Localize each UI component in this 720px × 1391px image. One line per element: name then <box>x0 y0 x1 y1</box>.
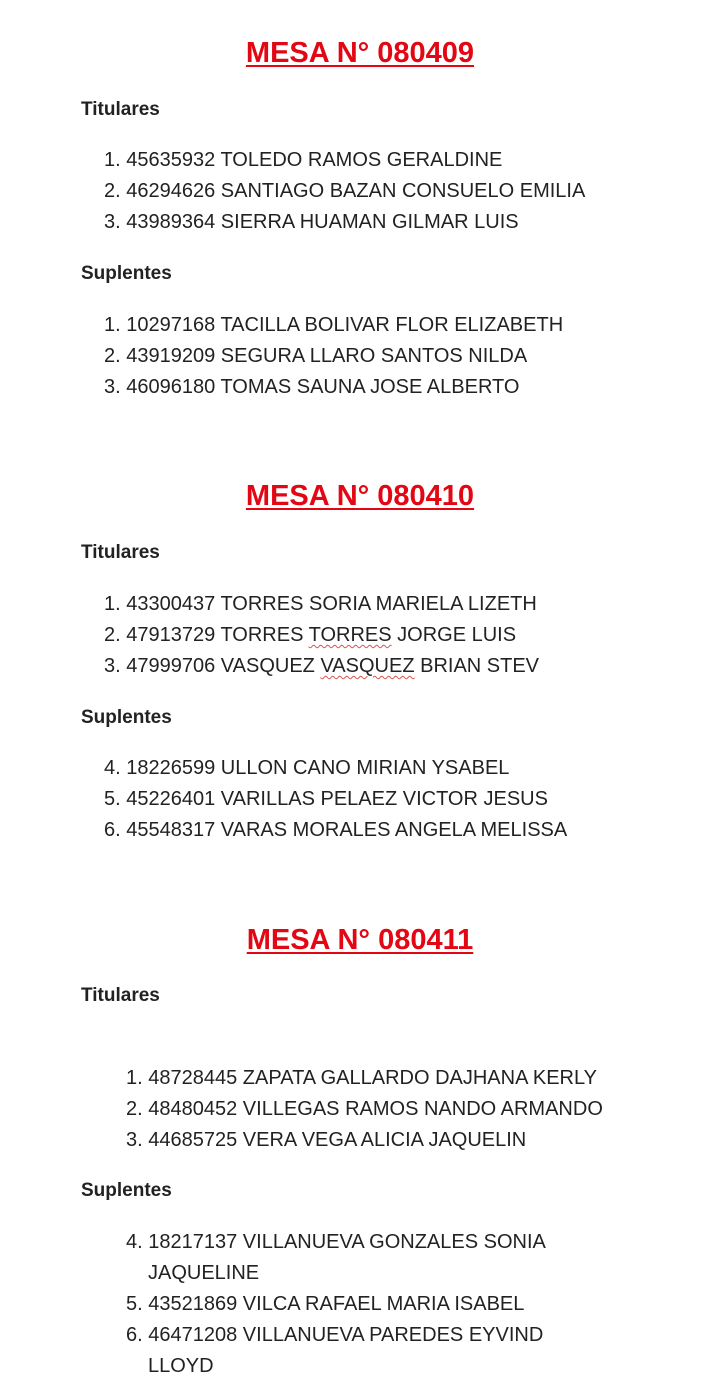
mesa-title-1: MESA N° 080409 <box>245 37 475 69</box>
list-item: 1. 43300437 TORRES SORIA MARIELA LIZETH <box>104 593 537 615</box>
mesa-title-2: MESA N° 080410 <box>245 480 475 512</box>
list-item: 2. 46294626 SANTIAGO BAZAN CONSUELO EMILIA <box>104 180 586 202</box>
list-item: 4. 18226599 ULLON CANO MIRIAN YSABEL <box>104 757 510 779</box>
mesa-title-3: MESA N° 080411 <box>246 924 474 956</box>
spellcheck-word[interactable]: TORRES <box>308 624 392 646</box>
list-item: 1. 10297168 TACILLA BOLIVAR FLOR ELIZABETH <box>104 314 564 336</box>
list-item: 4. 18217137 VILLANUEVA GONZALES SONIA <box>126 1231 546 1253</box>
list-item: 3. 47999706 VASQUEZ VASQUEZ BRIAN STEV <box>104 655 540 677</box>
list-item-continuation: JAQUELINE <box>148 1262 260 1284</box>
spellcheck-word[interactable]: VASQUEZ <box>320 655 415 677</box>
list-item: 5. 45226401 VARILLAS PELAEZ VICTOR JESUS <box>104 788 548 810</box>
list-item: 6. 46471208 VILLANUEVA PAREDES EYVIND <box>126 1324 544 1346</box>
list-item: 2. 48480452 VILLEGAS RAMOS NANDO ARMANDO <box>126 1098 603 1120</box>
titulares-label-3: Titulares <box>81 985 160 1006</box>
list-item: 3. 46096180 TOMAS SAUNA JOSE ALBERTO <box>104 376 520 398</box>
suplentes-label-2: Suplentes <box>81 707 172 728</box>
list-item-continuation: LLOYD <box>148 1355 214 1377</box>
list-item: 1. 45635932 TOLEDO RAMOS GERALDINE <box>104 149 503 171</box>
list-item: 2. 43919209 SEGURA LLARO SANTOS NILDA <box>104 345 528 367</box>
list-item: 5. 43521869 VILCA RAFAEL MARIA ISABEL <box>126 1293 525 1315</box>
list-item: 2. 47913729 TORRES TORRES JORGE LUIS <box>104 624 517 646</box>
titulares-label-1: Titulares <box>81 99 160 120</box>
list-item: 3. 43989364 SIERRA HUAMAN GILMAR LUIS <box>104 211 519 233</box>
titulares-label-2: Titulares <box>81 542 160 563</box>
suplentes-label-3: Suplentes <box>81 1180 172 1201</box>
list-item: 1. 48728445 ZAPATA GALLARDO DAJHANA KERLY <box>126 1067 597 1089</box>
list-item: 3. 44685725 VERA VEGA ALICIA JAQUELIN <box>126 1129 527 1151</box>
list-item: 6. 45548317 VARAS MORALES ANGELA MELISSA <box>104 819 568 841</box>
suplentes-label-1: Suplentes <box>81 263 172 284</box>
